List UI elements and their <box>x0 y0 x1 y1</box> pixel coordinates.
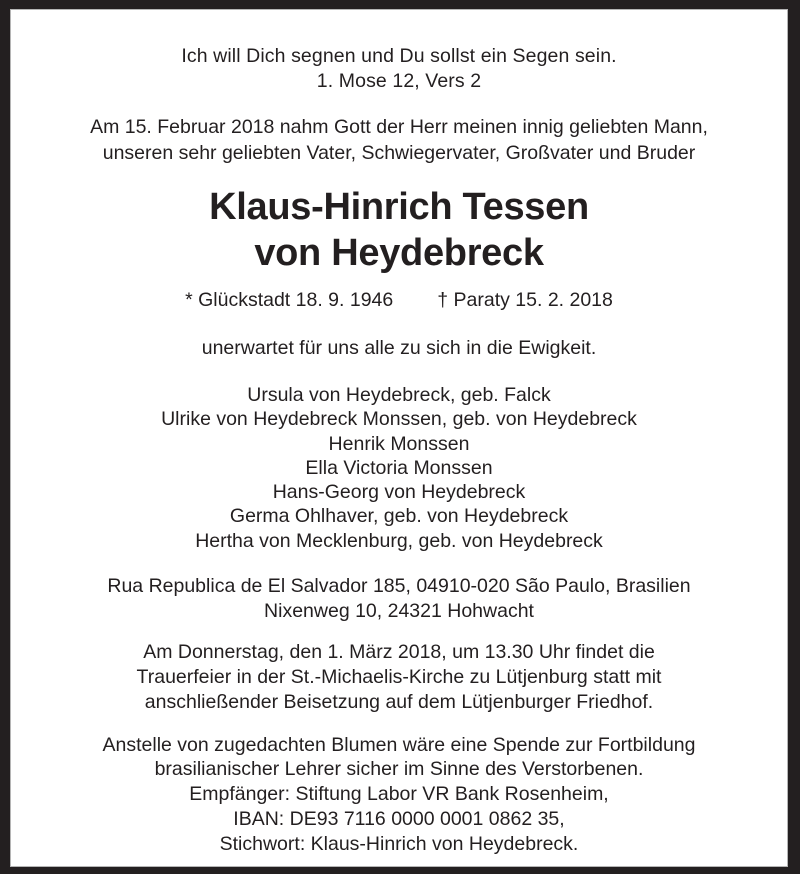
death-cross-icon: † <box>437 289 449 311</box>
deceased-name-line-1: Klaus-Hinrich Tessen <box>209 186 589 228</box>
mourner-name: Henrik Monssen <box>328 432 470 455</box>
deceased-name <box>33 184 765 276</box>
donation-reference: Stichwort: Klaus-Hinrich von Heydebreck. <box>219 832 579 855</box>
donation-recipient: Empfänger: Stiftung Labor VR Bank Rosenheim, <box>189 783 609 806</box>
family-addresses <box>33 574 765 623</box>
scripture-verse <box>33 44 765 94</box>
funeral-service-details <box>33 640 765 716</box>
mourner-name: Hans-Georg von Heydebreck <box>272 481 526 504</box>
birth-star-icon: * <box>185 289 193 311</box>
donation-line-1: Anstelle von zugedachten Blumen wäre eine Spende zur Fortbildung <box>102 733 696 756</box>
mourner-name: Germa Ohlhaver, geb. von Heydebreck <box>229 505 569 528</box>
mourner-name: Ella Victoria Monssen <box>305 456 493 479</box>
address-line: Rua Republica de El Salvador 185, 04910-020 São Paulo, Brasilien <box>107 575 691 598</box>
address-line: Nixenweg 10, 24321 Hohwacht <box>264 599 534 622</box>
life-dates <box>33 288 765 312</box>
service-line-2: Trauerfeier in der St.-Michaelis-Kirche zu Lütjenburg statt mit <box>136 666 662 689</box>
closing-sentiment <box>33 336 765 360</box>
mourner-name: Ursula von Heydebreck, geb. Falck <box>247 384 551 406</box>
death-place-date: Paraty 15. 2. 2018 <box>453 289 613 311</box>
deceased-name-line-2: von Heydebreck <box>254 232 544 274</box>
announcement-line-2: unseren sehr geliebten Vater, Schwiegervater, Großvater und Bruder <box>102 141 696 164</box>
verse-line-1: Ich will Dich segnen und Du sollst ein Segen sein. <box>181 45 617 67</box>
service-line-1: Am Donnerstag, den 1. März 2018, um 13.30 Uhr findet die <box>143 641 655 664</box>
mourner-name: Hertha von Mecklenburg, geb. von Heydebreck <box>195 529 603 552</box>
life-dates-line <box>33 288 765 312</box>
service-line-3: anschließender Beisetzung auf dem Lütjenburger Friedhof. <box>144 691 654 714</box>
birth-place-date: Glückstadt 18. 9. 1946 <box>198 289 394 311</box>
donation-iban: IBAN: DE93 7116 0000 0001 0862 35, <box>233 808 565 831</box>
verse-citation: 1. Mose 12, Vers 2 <box>316 70 482 92</box>
mourners-list <box>33 383 765 553</box>
death-announcement <box>33 115 765 166</box>
sentiment-line-1: unerwartet für uns alle zu sich in die Ewigkeit. <box>201 337 597 359</box>
donation-request <box>33 733 765 857</box>
obituary-paper <box>10 9 788 867</box>
announcement-line-1: Am 15. Februar 2018 nahm Gott der Herr meinen innig geliebten Mann, <box>90 116 708 138</box>
mourner-name: Ulrike von Heydebreck Monssen, geb. von Heydebreck <box>161 408 637 431</box>
donation-line-2: brasilianischer Lehrer sicher im Sinne des Verstorbenen. <box>154 758 644 781</box>
